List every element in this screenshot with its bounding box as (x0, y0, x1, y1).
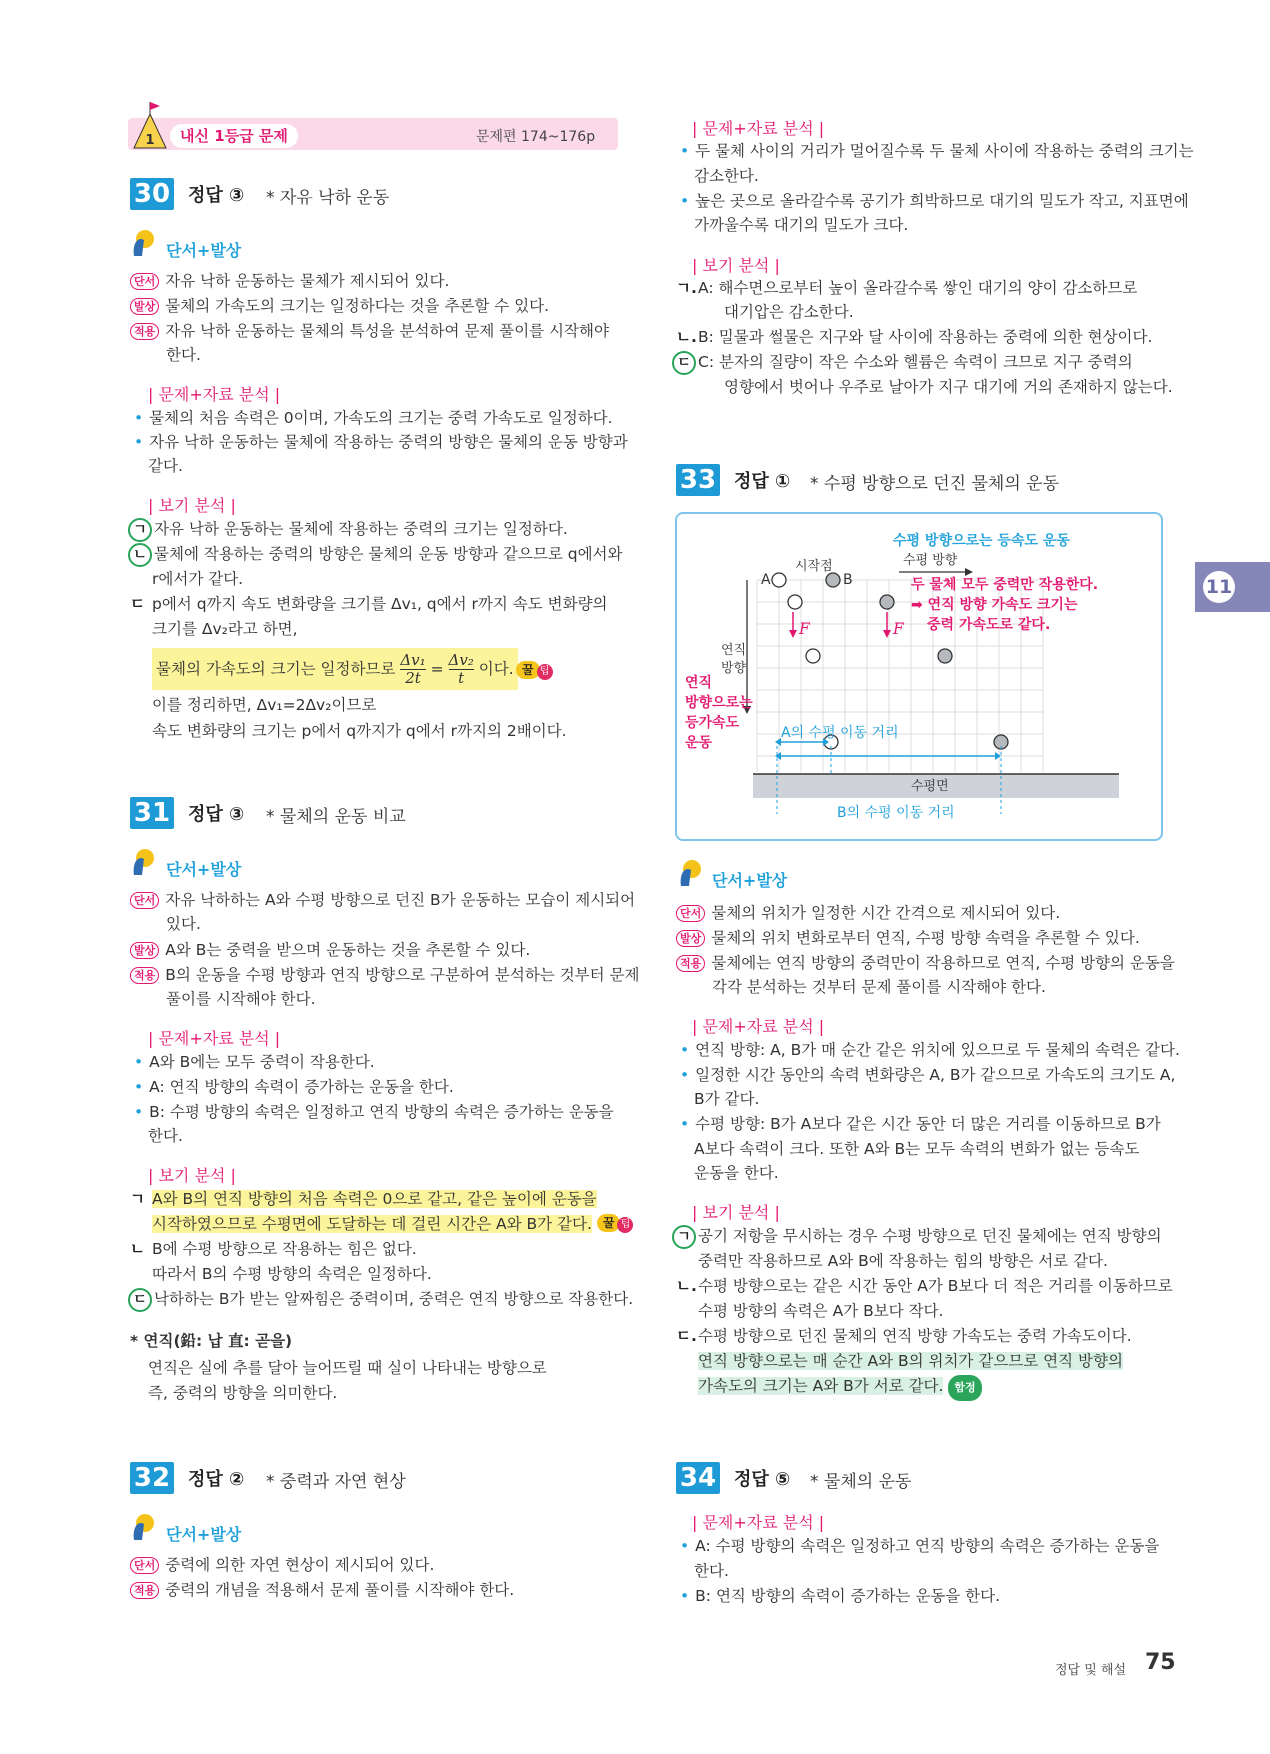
clue-item: 단서 물체의 위치가 일정한 시간 간격으로 제시되어 있다. (676, 902, 1060, 924)
choice-item-cont: 영향에서 벗어나 우주로 날아가 지구 대기에 거의 존재하지 않는다. (724, 378, 1173, 396)
diagram-label: 시작점 (795, 559, 833, 574)
diagram-label: B의 수평 이동 거리 (837, 805, 955, 821)
force-label: F (893, 620, 904, 638)
analysis-item: • B: 수평 방향의 속력은 일정하고 연직 방향의 속력은 증가하는 운동을 (134, 1103, 614, 1121)
clue-item: 적용 B의 운동을 수평 방향과 연직 방향으로 구분하여 분석하는 것부터 문제 (130, 964, 640, 986)
page-number: 75 (1145, 1650, 1176, 1675)
analysis-item-cont: 같다. (148, 457, 183, 475)
analysis-title: | 문제+자료 분석 | (692, 1017, 825, 1036)
question-number: 34 (676, 1462, 720, 1494)
choice-item-cont: 따라서 B의 수평 방향의 속력은 일정하다. (152, 1265, 432, 1283)
projectile-diagram (675, 512, 1163, 841)
formula-highlight: 물체의 가속도의 크기는 일정하므로 $\frac{\text{Δv₁}}{2t}$ = $\frac{\text{Δv₂}}{t}$ 이다. (152, 648, 518, 690)
clue-item: 발상 A와 B는 중력을 받으며 운동하는 것을 추론할 수 있다. (130, 939, 530, 961)
clue-item: 단서 자유 낙하 운동하는 물체가 제시되어 있다. (130, 270, 449, 292)
analysis-item: • A와 B에는 모두 중력이 작용한다. (134, 1053, 375, 1071)
analysis-title: | 문제+자료 분석 | (692, 1513, 825, 1532)
diagram-label: 두 물체 모두 중력만 작용한다. (911, 577, 1099, 593)
chapter-number: 11 (1203, 571, 1235, 603)
analysis-item: • 일정한 시간 동안의 속력 변화량은 A, B가 같으므로 가속도의 크기도 A, (680, 1066, 1176, 1084)
analysis-item: • B: 연직 방향의 속력이 증가하는 운동을 한다. (680, 1587, 1001, 1605)
choice-item: ㄱ A와 B의 연직 방향의 처음 속력은 0으로 같고, 같은 높이에 운동을 (130, 1190, 597, 1208)
clue-item: 발상 물체의 위치 변화로부터 연직, 수평 방향 속력을 추론할 수 있다. (676, 927, 1140, 949)
footer-label: 정답 및 해설 (1055, 1663, 1127, 1678)
clue-item-cont: 한다. (166, 346, 201, 364)
question-number: 32 (130, 1462, 174, 1494)
choice-item: ㄴ.B: 밀물과 썰물은 지구와 달 사이에 작용하는 중력에 의한 현상이다. (676, 328, 1153, 346)
idea-bulb-icon (130, 1512, 156, 1542)
question-topic: * 중력과 자연 현상 (266, 1472, 406, 1492)
clue-item: 적용 중력의 개념을 적용해서 문제 풀이를 시작해야 한다. (130, 1579, 514, 1601)
diagram-label: ➡ 연직 방향 가속도 크기는 (911, 597, 1078, 613)
answer-label: 정답 ① (734, 471, 791, 492)
choice-item-cont: r에서가 같다. (152, 570, 244, 588)
choice-item-cont: 시작하였으므로 수평면에 도달하는 데 걸린 시간은 A와 B가 같다. 꿀 팁 (152, 1213, 633, 1235)
question-topic: * 물체의 운동 비교 (266, 807, 406, 827)
choice-item: ㄴ.수평 방향으로는 같은 시간 동안 A가 B보다 더 적은 거리를 이동하므로 (676, 1277, 1173, 1295)
diagram-label: 연직 (685, 675, 713, 691)
clue-item-cont: 있다. (166, 915, 201, 933)
glossary-title: * 연직(鉛: 납 直: 곧을) (130, 1332, 293, 1350)
glossary-text: 연직은 실에 추를 달아 늘어뜨릴 때 실이 나타내는 방향으로 (148, 1359, 547, 1377)
analysis-item-cont: 감소한다. (694, 167, 759, 185)
choice-item: ㄴ B에 수평 방향으로 작용하는 힘은 없다. (130, 1240, 417, 1258)
choices-title: | 보기 분석 | (692, 256, 780, 275)
trap-badge: 함정 (948, 1375, 981, 1401)
diagram-label: 수평면 (911, 779, 949, 794)
choice-item-cont: 속도 변화량의 크기는 p에서 q까지가 q에서 r까지의 2배이다. (152, 722, 567, 740)
analysis-item-cont: 한다. (694, 1562, 729, 1580)
analysis-item: • 두 물체 사이의 거리가 멀어질수록 두 물체 사이에 작용하는 중력의 크기는 (680, 142, 1194, 160)
question-number: 31 (130, 797, 174, 829)
diagram-label: 수평 방향 (903, 553, 958, 568)
choices-title: | 보기 분석 | (148, 496, 236, 515)
analysis-item-cont: 가까울수록 대기의 밀도가 크다. (694, 216, 909, 234)
force-label: F (799, 620, 810, 638)
clue-title: 단서+발상 (712, 871, 788, 890)
analysis-title: | 문제+자료 분석 | (148, 385, 281, 404)
choice-item-cont: 이를 정리하면, Δv₁=2Δv₂이므로 (152, 696, 377, 714)
diagram-label: 등가속도 (685, 715, 740, 731)
analysis-title: | 문제+자료 분석 | (148, 1029, 281, 1048)
clue-item-cont: 풀이를 시작해야 한다. (166, 990, 316, 1008)
label-b: B (843, 572, 853, 588)
idea-bulb-icon (130, 228, 156, 258)
diagram-label: 방향 (721, 661, 747, 676)
choice-item-cont: 대기압은 감소한다. (724, 303, 854, 321)
clue-item-cont: 각각 분석하는 것부터 문제 풀이를 시작해야 한다. (712, 978, 1046, 996)
clue-item: 단서 자유 낙하하는 A와 수평 방향으로 던진 B가 운동하는 모습이 제시되어 (130, 889, 635, 911)
choices-title: | 보기 분석 | (692, 1203, 780, 1222)
choice-item: ㄴ 물체에 작용하는 중력의 방향은 물체의 운동 방향과 같으므로 q에서와 (128, 543, 623, 567)
analysis-item-cont: 한다. (148, 1127, 183, 1145)
question-topic: * 자유 낙하 운동 (266, 188, 390, 208)
analysis-item: • A: 수평 방향의 속력은 일정하고 연직 방향의 속력은 증가하는 운동을 (680, 1537, 1160, 1555)
choice-item: ㄷ p에서 q까지 속도 변화량을 크기를 Δv₁, q에서 r까지 속도 변화량의 (130, 595, 608, 613)
chapter-tab[interactable] (1195, 562, 1270, 612)
level-icon (130, 100, 170, 150)
question-topic: * 수평 방향으로 던진 물체의 운동 (810, 474, 1060, 494)
question-number: 30 (130, 178, 174, 210)
idea-bulb-icon (677, 858, 703, 888)
clue-title: 단서+발상 (166, 1525, 242, 1544)
clue-item: 발상 물체의 가속도의 크기는 일정하다는 것을 추론할 수 있다. (130, 295, 549, 317)
choice-item: ㄱ 자유 낙하 운동하는 물체에 작용하는 중력의 크기는 일정하다. (128, 518, 568, 542)
choice-item: ㄱ.A: 해수면으로부터 높이 올라갈수록 쌓인 대기의 양이 감소하므로 (676, 279, 1138, 297)
diagram-label: 중력 가속도로 같다. (927, 617, 1051, 633)
choice-item-cont: 가속도의 크기는 A와 B가 서로 같다. 함정 (698, 1375, 982, 1401)
clue-item: 적용 자유 낙하 운동하는 물체의 특성을 분석하여 문제 풀이를 시작해야 (130, 320, 609, 342)
level-tag: 내신 1등급 문제 (170, 124, 298, 148)
question-number: 33 (676, 464, 720, 496)
diagram-label: 방향으로는 (685, 695, 753, 711)
analysis-item: • 자유 낙하 운동하는 물체에 작용하는 중력의 방향은 물체의 운동 방향과 (134, 433, 628, 451)
svg-text:1: 1 (145, 133, 155, 148)
analysis-item: • A: 연직 방향의 속력이 증가하는 운동을 한다. (134, 1078, 454, 1096)
analysis-item: • 높은 곳으로 올라갈수록 공기가 희박하므로 대기의 밀도가 작고, 지표면에 (680, 192, 1189, 210)
idea-bulb-icon (130, 847, 156, 877)
choice-item: ㄷ C: 분자의 질량이 작은 수소와 헬륨은 속력이 크므로 지구 중력의 (672, 351, 1133, 375)
answer-label: 정답 ③ (188, 804, 245, 825)
choice-item: ㄱ 공기 저항을 무시하는 경우 수평 방향으로 던진 물체에는 연직 방향의 (672, 1225, 1162, 1249)
label-a: A (761, 572, 771, 588)
glossary-text: 즉, 중력의 방향을 의미한다. (148, 1384, 338, 1402)
answer-label: 정답 ③ (188, 185, 245, 206)
analysis-title: | 문제+자료 분석 | (692, 119, 825, 138)
answer-label: 정답 ⑤ (734, 1469, 791, 1490)
diagram-label: A의 수평 이동 거리 (781, 725, 899, 741)
choices-title: | 보기 분석 | (148, 1166, 236, 1185)
diagram-label: 연직 (721, 643, 747, 658)
clue-title: 단서+발상 (166, 241, 242, 260)
answer-label: 정답 ② (188, 1469, 245, 1490)
choice-item: ㄷ.수평 방향으로 던진 물체의 연직 방향 가속도는 중력 가속도이다. (676, 1327, 1132, 1345)
analysis-item-cont: B가 같다. (694, 1090, 760, 1108)
choice-item-cont: 크기를 Δv₂라고 하면, (152, 620, 298, 638)
analysis-item: • 수평 방향: B가 A보다 같은 시간 동안 더 많은 거리를 이동하므로 B가 (680, 1115, 1161, 1133)
analysis-item: • 연직 방향: A, B가 매 순간 같은 위치에 있으므로 두 물체의 속력은 같다. (680, 1041, 1180, 1059)
analysis-item-cont: A보다 속력이 크다. 또한 A와 B는 모두 속력의 변화가 없는 등속도 (694, 1140, 1140, 1158)
tip-badge: 꿀 팁 (516, 660, 553, 682)
choice-item: ㄷ 낙하하는 B가 받는 알짜힘은 중력이며, 중력은 연직 방향으로 작용한다. (128, 1288, 633, 1312)
diagram-label: 수평 방향으로는 등속도 운동 (893, 533, 1070, 549)
choice-item-cont: 수평 방향의 속력은 A가 B보다 작다. (698, 1302, 944, 1320)
page-reference: 문제편 174~176p (476, 129, 596, 145)
clue-item: 적용 물체에는 연직 방향의 중력만이 작용하므로 연직, 수평 방향의 운동을 (676, 952, 1175, 974)
choice-item-cont: 연직 방향으로는 매 순간 A와 B의 위치가 같으므로 연직 방향의 (698, 1352, 1123, 1370)
question-topic: * 물체의 운동 (810, 1472, 912, 1492)
clue-item: 단서 중력에 의한 자연 현상이 제시되어 있다. (130, 1554, 434, 1576)
clue-title: 단서+발상 (166, 860, 242, 879)
analysis-item: • 물체의 처음 속력은 0이며, 가속도의 크기는 중력 가속도로 일정하다. (134, 409, 613, 427)
fraction: $\frac{\text{Δv₂}}{t}$ (448, 651, 474, 687)
choice-item-cont: 중력만 작용하므로 A와 B에 작용하는 힘의 방향은 서로 같다. (698, 1252, 1108, 1270)
analysis-item-cont: 운동을 한다. (694, 1164, 779, 1182)
fraction: $\frac{\text{Δv₁}}{2t}$ (400, 651, 426, 687)
diagram-label: 운동 (685, 735, 713, 751)
